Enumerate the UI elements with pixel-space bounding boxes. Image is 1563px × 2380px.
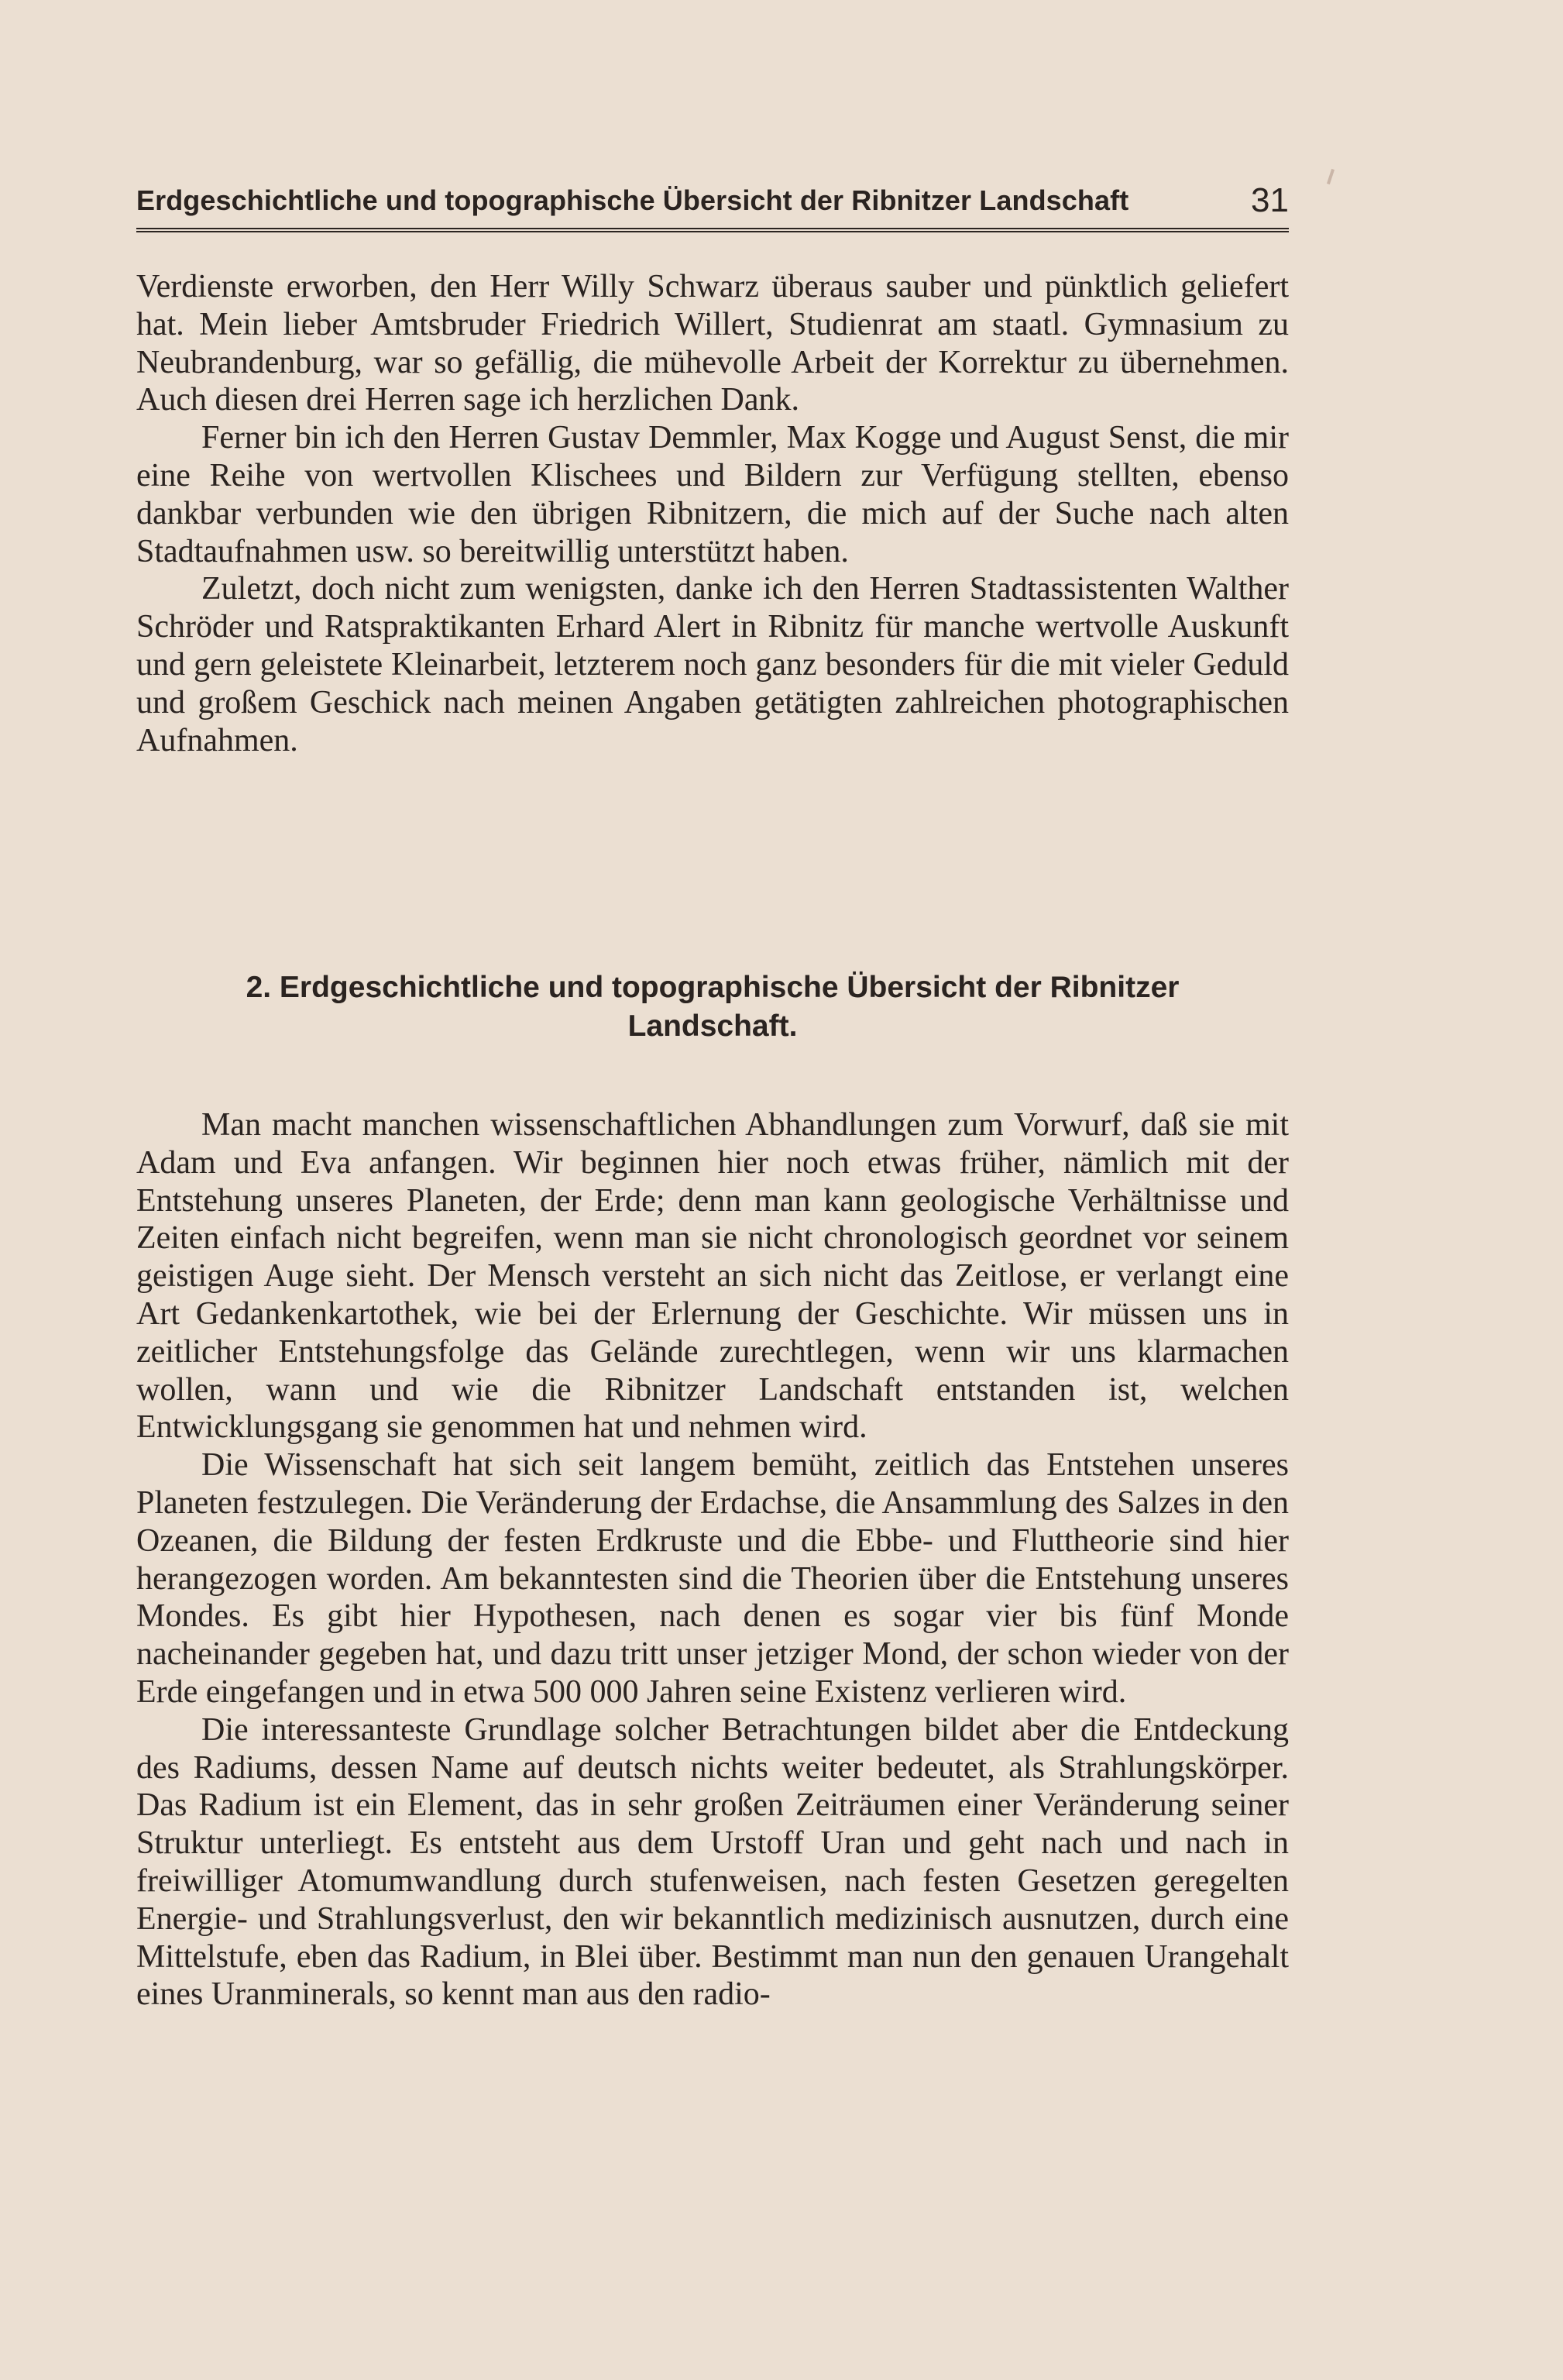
paragraph: Ferner bin ich den Herren Gustav Demmler, Max Kogge und August Senst, die mir eine Reihe von wertvollen Klischees und Bildern zur Verfügung stellten, ebenso dankbar verbunden wie den übrigen Ribnitzern, die mich auf der Suche nach alten Stadtaufnahmen usw. so bereitwillig unterstützt haben. (136, 420, 1289, 569)
paragraph: Verdienste erworben, den Herr Willy Schwarz überaus sauber und pünktlich geliefert hat. Mein lieber Amtsbruder Friedrich Willert, Studienrat am staatl. Gymnasium zu Neubrandenburg, war so gefällig, die mühevolle Arbeit der Korrektur zu übernehmen. Auch diesen drei Herren sage ich herzlichen Dank. (136, 269, 1289, 418)
section-text (136, 1106, 1289, 2014)
section-heading-line-2: Landschaft. (627, 1009, 798, 1043)
section-heading (136, 968, 1289, 1046)
header-rule (136, 228, 1289, 232)
paragraph: Man macht manchen wissenschaftlichen Abhandlungen zum Vorwurf, daß sie mit Adam und Eva anfangen. Wir beginnen hier noch etwas früher, nämlich mit der Entstehung unseres Planeten, der Erde; denn man kann geologische Verhältnisse und Zeiten einfach nicht begreifen, wenn man sie nicht chronologisch geordnet vor seinem geistigen Auge sieht. Der Mensch versteht an sich nicht das Zeitlose, er verlangt eine Art Gedankenkartothek, wie bei der Erlernung der Geschichte. Wir müssen uns in zeitlicher Entstehungsfolge das Gelände zurechtlegen, wenn wir uns klarmachen wollen, wann und wie die Ribnitzer Landschaft entstanden ist, welchen Entwicklungsgang sie genommen hat und nehmen wird. (136, 1107, 1289, 1446)
running-title: Erdgeschichtliche und topographische Übersicht der Ribnitzer Landschaft (136, 184, 1129, 216)
paragraph: Zuletzt, doch nicht zum wenigsten, danke ich den Herren Stadtassistenten Walther Schröder und Ratspraktikanten Erhard Alert in Ribnitz für manche wertvolle Auskunft und gern geleistete Kleinarbeit, letzterem noch ganz besonders für die mit vieler Geduld und großem Geschick nach meinen Angaben getätigten zahlreichen photographischen Aufnahmen. (136, 571, 1289, 758)
paragraph: Die Wissenschaft hat sich seit langem bemüht, zeitlich das Entstehen unseres Planeten festzulegen. Die Veränderung der Erdachse, die Ansammlung des Salzes in den Ozeanen, die Bildung der festen Erdkruste und die Ebbe- und Fluttheorie sind hier herangezogen worden. Am bekanntesten sind die Theorien über die Entstehung unseres Mondes. Es gibt hier Hypothesen, nach denen es sogar vier bis fünf Monde nacheinander gegeben hat, und dazu tritt unser jetziger Mond, der schon wieder von der Erde eingefangen und in etwa 500 000 Jahren seine Existenz verlieren wird. (136, 1447, 1289, 1710)
section-heading-line-1: 2. Erdgeschichtliche und topographische Übersicht der Ribnitzer (246, 971, 1180, 1004)
page-mark (1327, 169, 1335, 184)
page-header (136, 180, 1289, 226)
page-number: 31 (1251, 181, 1289, 219)
acknowledgement-text (136, 268, 1289, 759)
paragraph: Die interessanteste Grundlage solcher Betrachtungen bildet aber die Entdeckung des Radiums, dessen Name auf deutsch nichts weiter bedeutet, als Strahlungskörper. Das Radium ist ein Element, das in sehr großen Zeiträumen einer Veränderung seiner Struktur unterliegt. Es entsteht aus dem Urstoff Uran und geht nach und nach in freiwilliger Atomumwandlung durch stufenweisen, nach festen Gesetzen geregelten Energie- und Strahlungsverlust, den wir bekanntlich medizinisch ausnutzen, durch eine Mittelstufe, eben das Radium, in Blei über. Bestimmt man nun den genauen Urangehalt eines Uranminerals, so kennt man aus den radio- (136, 1711, 1289, 2013)
